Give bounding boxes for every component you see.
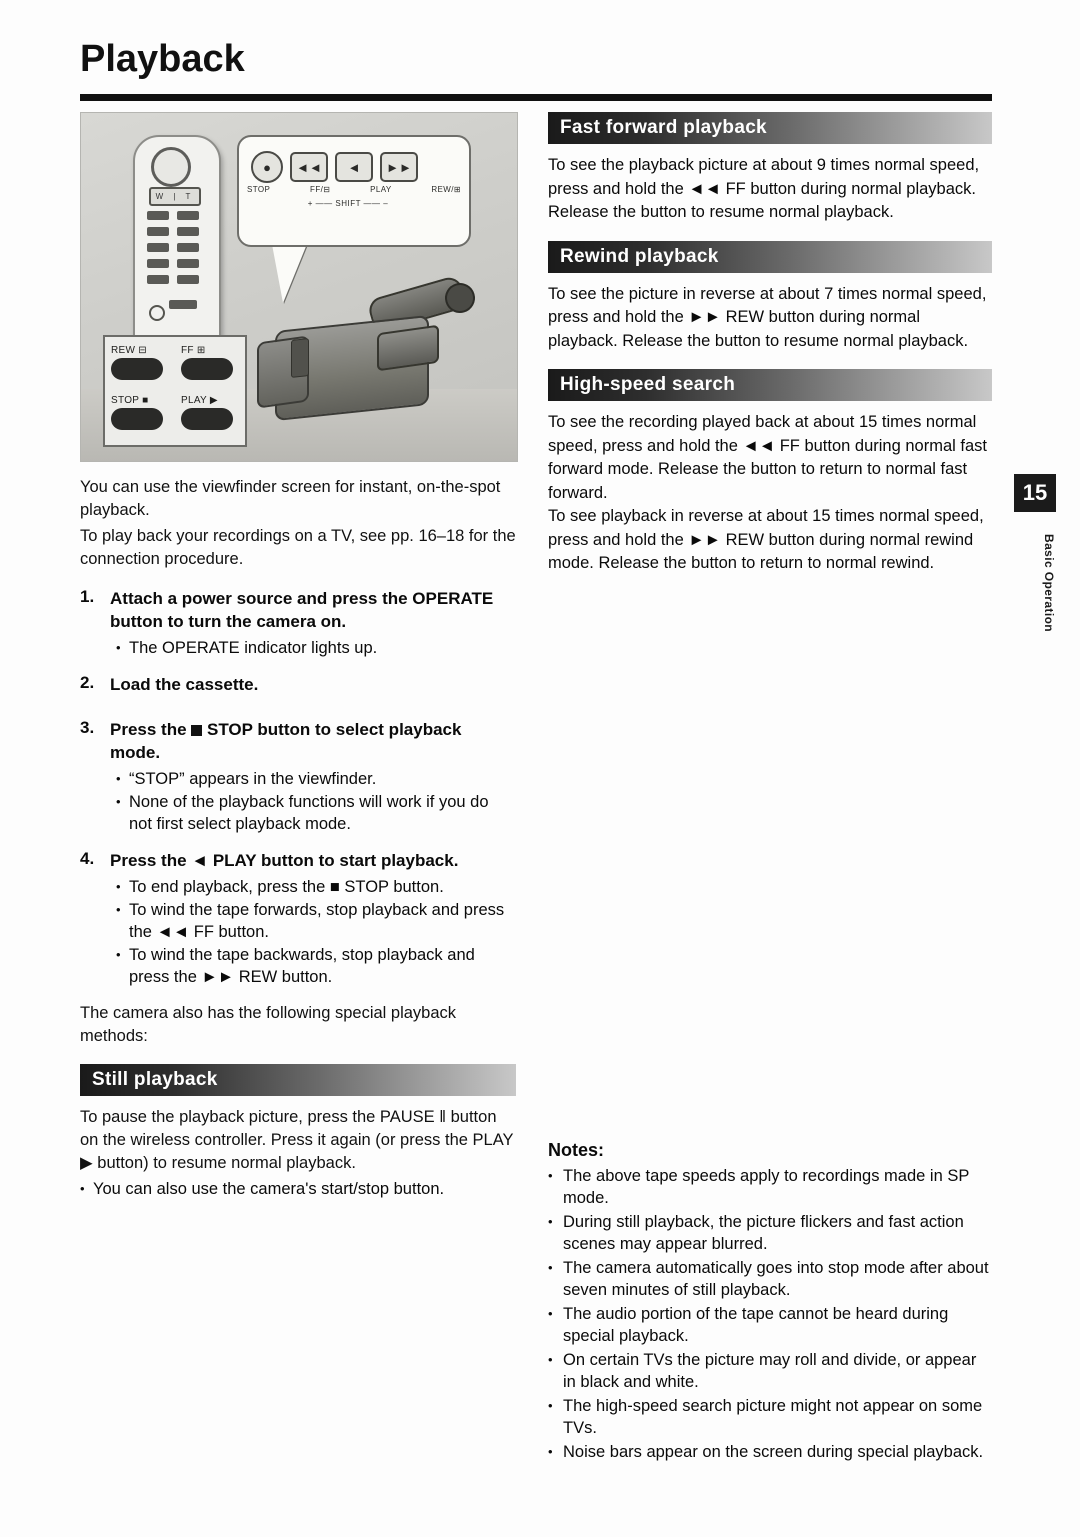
callout-key-labels bbox=[247, 185, 461, 194]
controller-dial-icon bbox=[151, 147, 191, 187]
step-4-bullets bbox=[116, 876, 516, 988]
controller-button-row bbox=[147, 211, 199, 220]
step-3 bbox=[80, 718, 516, 764]
stop-key-icon: ● bbox=[251, 151, 283, 183]
section-header-still-playback bbox=[80, 1064, 516, 1096]
bullet-item bbox=[116, 768, 516, 790]
step-4-number: 4. bbox=[80, 849, 95, 868]
step-1-bullets bbox=[116, 637, 516, 659]
stop-square-icon bbox=[191, 725, 202, 736]
section-header-high-speed-search bbox=[548, 369, 992, 401]
bullet-text: You can also use the camera's start/stop button. bbox=[93, 1180, 445, 1198]
camcorder-control-panel bbox=[103, 335, 247, 447]
callout-label-play: PLAY bbox=[370, 185, 392, 194]
rewind-body: To see the picture in reverse at about 7 times normal speed, press and hold the ►► REW button during normal playback. Release the button to resume normal playback. bbox=[548, 284, 987, 350]
section-title: High-speed search bbox=[560, 374, 736, 395]
bullet-item bbox=[116, 944, 516, 988]
camcorder-drawing bbox=[257, 281, 487, 431]
note-item bbox=[548, 1441, 992, 1463]
play-control-label: PLAY ▶ bbox=[181, 395, 218, 406]
step-3-text-post: STOP button to select playback mode. bbox=[110, 720, 462, 762]
note-text: The high-speed search picture might not appear on some TVs. bbox=[563, 1397, 983, 1437]
callout-balloon bbox=[237, 135, 471, 247]
note-item bbox=[548, 1211, 992, 1255]
procedure-steps bbox=[80, 587, 516, 1048]
note-text: The above tape speeds apply to recordings made in SP mode. bbox=[563, 1167, 970, 1207]
section-header-rewind bbox=[548, 241, 992, 273]
callout-label-stop: STOP bbox=[247, 185, 271, 194]
notes-block bbox=[548, 1140, 992, 1465]
step-1-number: 1. bbox=[80, 587, 95, 606]
bullet-dot-icon: • bbox=[548, 1352, 553, 1367]
bullet-dot-icon: • bbox=[116, 879, 121, 894]
rew-control-label: REW ⊟ bbox=[111, 345, 147, 356]
intro-paragraph-2: To play back your recordings on a TV, see pp. 16–18 for the connection procedure. bbox=[80, 527, 516, 568]
section-tab-label: Basic Operation bbox=[1042, 533, 1056, 633]
note-text: During still playback, the picture flickers and fast action scenes may appear blurred. bbox=[563, 1213, 964, 1253]
note-text: On certain TVs the picture may roll and divide, or appear in black and white. bbox=[563, 1351, 977, 1391]
note-text: The camera automatically goes into stop mode after about seven minutes of still playback. bbox=[563, 1259, 989, 1299]
controller-round-button-icon bbox=[149, 305, 165, 321]
fast-forward-body: To see the playback picture at about 9 times normal speed, press and hold the ◄◄ FF button during normal playback. Release the button to resume normal playback. bbox=[548, 156, 980, 221]
bullet-item bbox=[116, 791, 516, 835]
note-item bbox=[548, 1165, 992, 1209]
controller-button-row bbox=[147, 259, 199, 268]
note-item bbox=[548, 1303, 992, 1347]
callout-label-rew: REW/⊞ bbox=[431, 185, 461, 194]
title-rule bbox=[80, 94, 992, 101]
camcorder-illustration bbox=[80, 112, 518, 462]
bullet-text: To wind the tape backwards, stop playback and press the ►► REW button. bbox=[129, 946, 475, 986]
step-2-text: Load the cassette. bbox=[110, 675, 259, 694]
bullet-dot-icon: • bbox=[548, 1260, 553, 1275]
note-item bbox=[548, 1257, 992, 1301]
step-1 bbox=[80, 587, 516, 633]
stop-control-key bbox=[111, 408, 163, 430]
section-title: Fast forward playback bbox=[560, 117, 767, 138]
step-3-bullets bbox=[116, 768, 516, 835]
bullet-text: None of the playback functions will work if you do not first select playback mode. bbox=[129, 793, 489, 833]
step-3-text bbox=[110, 718, 516, 764]
controller-button-row bbox=[147, 243, 199, 252]
step-4-text bbox=[110, 849, 516, 872]
control-panel-row-2 bbox=[111, 395, 239, 430]
play-control-key bbox=[181, 408, 233, 430]
camcorder-lens bbox=[377, 325, 439, 372]
bullet-item bbox=[116, 899, 516, 943]
right-column bbox=[548, 112, 992, 576]
controller-bar-button bbox=[169, 300, 197, 309]
page-title: Playback bbox=[80, 38, 245, 80]
ff-key-icon: ◄◄ bbox=[290, 152, 328, 182]
note-item bbox=[548, 1395, 992, 1439]
step-3-text-pre: Press the bbox=[110, 720, 187, 739]
section-header-fast-forward bbox=[548, 112, 992, 144]
bullet-dot-icon: • bbox=[548, 1306, 553, 1321]
step-2 bbox=[80, 673, 516, 696]
bullet-item bbox=[116, 876, 516, 898]
rew-key-icon: ►► bbox=[380, 152, 418, 182]
rew-control bbox=[111, 345, 169, 380]
ff-control-label: FF ⊞ bbox=[181, 345, 206, 356]
bullet-dot-icon: • bbox=[548, 1444, 553, 1459]
page-number-tab: 15 bbox=[1014, 474, 1056, 512]
section-title: Rewind playback bbox=[560, 245, 719, 267]
ff-control-key bbox=[181, 358, 233, 380]
bullet-dot-icon: • bbox=[116, 902, 121, 917]
bullet-dot-icon: • bbox=[116, 640, 121, 655]
stop-control bbox=[111, 395, 169, 430]
bullet-text: “STOP” appears in the viewfinder. bbox=[129, 770, 377, 788]
step-2-number: 2. bbox=[80, 673, 95, 692]
callout-shift-label: + —— SHIFT —— – bbox=[307, 199, 389, 208]
play-key-icon: ◄ bbox=[335, 152, 373, 182]
play-control bbox=[181, 395, 239, 430]
controller-button-row bbox=[147, 275, 199, 284]
bullet-dot-icon: • bbox=[116, 771, 121, 786]
step-4 bbox=[80, 849, 516, 872]
callout-label-ff: FF/⊟ bbox=[310, 185, 331, 194]
ff-control bbox=[181, 345, 239, 380]
closing-paragraph: The camera also has the following special playback methods: bbox=[80, 1004, 457, 1045]
controller-button-row bbox=[147, 227, 199, 236]
section-title: Still playback bbox=[92, 1069, 218, 1090]
control-panel-row-1 bbox=[111, 345, 239, 380]
rew-control-key bbox=[111, 358, 163, 380]
camcorder-side-detail bbox=[291, 338, 309, 378]
high-speed-body-1: To see the recording played back at about 15 times normal speed, press and hold the ◄◄ FF button during normal fast forward mode. Release the button to return to normal fast forward. bbox=[548, 413, 987, 502]
bullet-item bbox=[116, 637, 516, 659]
step-4-text-pre: Press the ◄ bbox=[110, 851, 209, 870]
bullet-text: The OPERATE indicator lights up. bbox=[129, 639, 378, 657]
bullet-dot-icon: • bbox=[548, 1214, 553, 1229]
left-column bbox=[80, 112, 516, 1201]
bullet-text: To wind the tape forwards, stop playback and press the ◄◄ FF button. bbox=[129, 901, 505, 941]
still-playback-body: To pause the playback picture, press the PAUSE ‖ button on the wireless controller. Press it again (or press the PLAY ▶ button) to resume normal playback. bbox=[80, 1108, 514, 1172]
callout-key-row bbox=[251, 151, 418, 183]
stop-control-label: STOP ■ bbox=[111, 395, 149, 406]
bullet-dot-icon: • bbox=[548, 1168, 553, 1183]
bullet-dot-icon: • bbox=[548, 1398, 553, 1413]
bullet-dot-icon: • bbox=[116, 947, 121, 962]
step-4-text-post: PLAY button to start playback. bbox=[212, 851, 459, 870]
bullet-dot-icon: • bbox=[80, 1181, 85, 1196]
wireless-controller bbox=[133, 135, 221, 349]
note-item bbox=[548, 1349, 992, 1393]
bullet-item bbox=[80, 1178, 516, 1200]
note-text: Noise bars appear on the screen during special playback. bbox=[563, 1443, 984, 1461]
notes-title: Notes: bbox=[548, 1140, 605, 1160]
high-speed-body-2: To see playback in reverse at about 15 times normal speed, press and hold the ►► REW button during normal rewind mode. Release the button to return to normal rewind. bbox=[548, 507, 984, 572]
bullet-text: To end playback, press the ■ STOP button. bbox=[129, 878, 444, 896]
note-text: The audio portion of the tape cannot be heard during special playback. bbox=[563, 1305, 949, 1345]
controller-wt-label: W | T bbox=[149, 187, 201, 206]
step-3-number: 3. bbox=[80, 718, 95, 737]
intro-paragraph-1: You can use the viewfinder screen for instant, on-the-spot playback. bbox=[80, 478, 501, 519]
bullet-dot-icon: • bbox=[116, 794, 121, 809]
step-1-text: Attach a power source and press the OPERATE button to turn the camera on. bbox=[110, 589, 494, 631]
